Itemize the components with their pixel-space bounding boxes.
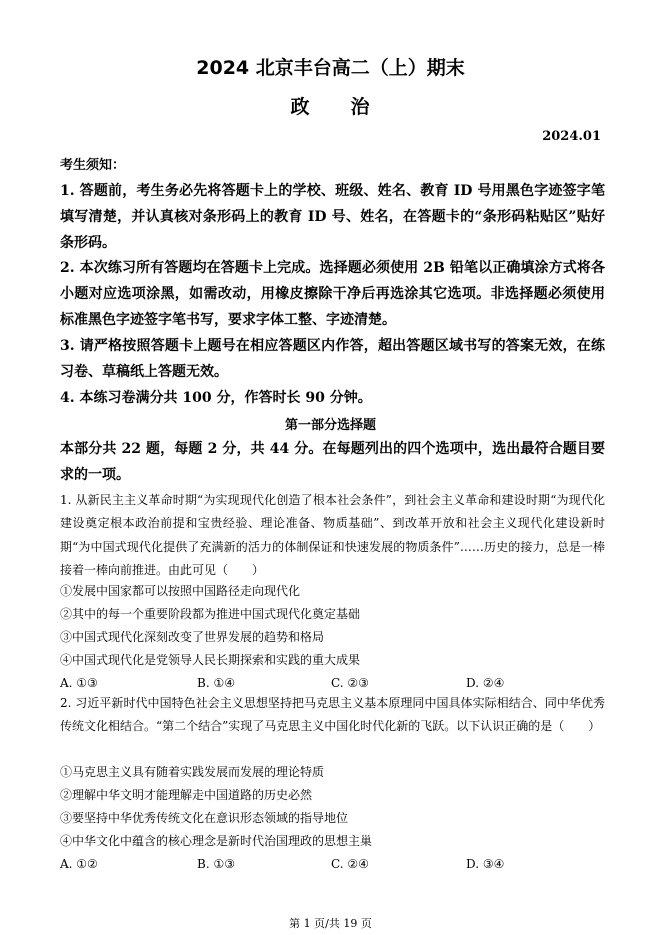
notice-item-4: 4. 本练习卷满分共 100 分，作答时长 90 分钟。 — [60, 390, 372, 406]
question-2-choices — [60, 854, 605, 874]
question-2-choice-a[interactable]: A. ①② — [60, 857, 98, 871]
question-1-item-4: ④中国式现代化是党领导人民长期探索和实践的重大成果 — [60, 653, 361, 667]
question-2-item-2: ②理解中华文明才能理解走中国道路的历史必然 — [60, 788, 313, 802]
part-title: 第一部分选择题 — [284, 418, 376, 433]
exam-title: 2024 北京丰台高二（上）期末 — [196, 57, 465, 79]
subject-char-2: 治 — [350, 96, 371, 118]
question-1-choices — [60, 673, 605, 693]
question-1-item-1: ①发展中国家都可以按照中国路径走向现代化 — [60, 584, 301, 598]
subject-char-1: 政 — [290, 96, 311, 118]
page-footer: 第 1 页/共 19 页 — [289, 917, 372, 930]
part-description: 本部分共 22 题，每题 2 分，共 44 分。在每题列出的四个选项中，选出最符合题目要求的一项。 — [60, 441, 605, 483]
question-1-item-2: ②其中的每一个重要阶段都为推进中国式现代化奠定基础 — [60, 607, 361, 621]
question-2-choice-d[interactable]: D. ③④ — [466, 857, 505, 871]
exam-subject — [0, 92, 661, 119]
question-2-choice-c[interactable]: C. ②④ — [331, 857, 369, 871]
question-2-choice-b[interactable]: B. ①③ — [197, 857, 235, 871]
question-2-stem: 2. 习近平新时代中国特色社会主义思想坚持把马克思主义基本原理同中国具体实际相结合、同中华优秀传统文化相结合。“第二个结合”实现了马克思主义中国化时代化新的飞跃。以下认识正确的是（ ） — [60, 696, 605, 734]
question-1-choice-b[interactable]: B. ①④ — [197, 676, 235, 690]
question-2-item-3: ③要坚持中华优秀传统文化在意识形态领域的指导地位 — [60, 811, 349, 825]
notice-item-3: 3. 请严格按照答题卡上题号在相应答题区内作答，超出答题区域书写的答案无效，在练习卷、草稿纸上答题无效。 — [60, 338, 605, 380]
exam-date: 2024.01 — [542, 129, 601, 144]
question-1-choice-c[interactable]: C. ②③ — [331, 676, 369, 690]
question-1-choice-d[interactable]: D. ②④ — [466, 676, 505, 690]
notice-heading: 考生须知： — [60, 158, 126, 173]
question-2-item-4: ④中华文化中蕴含的核心理念是新时代治国理政的思想主巢 — [60, 834, 373, 848]
notice-item-2: 2. 本次练习所有答题均在答题卡上完成。选择题必须使用 2B 铅笔以正确填涂方式将各小题对应选项涂黑，如需改动，用橡皮擦除干净后再选涂其它选项。非选择题必须使用标准黑色字迹签字笔书写，要求字体工整、字迹清楚。 — [60, 260, 605, 328]
question-1-choice-a[interactable]: A. ①③ — [60, 676, 98, 690]
question-2-item-1: ①马克思主义具有随着实践发展而发展的理论特质 — [60, 765, 325, 779]
question-1-stem: 1. 从新民主主义革命时期“为实现现代化创造了根本社会条件”，到社会主义革命和建设时期“为现代化建设奠定根本政治前提和宝贵经验、理论准备、物质基础”、到改革开放和社会主义现代化建设新时期“为中国式现代化提供了充满新的活力的体制保证和快速发展的物质条件”……历史的接力，总是一棒接着一棒向前推进。由此可见（ ） — [60, 493, 605, 577]
question-1-item-3: ③中国式现代化深刻改变了世界发展的趋势和格局 — [60, 630, 325, 644]
notice-item-1: 1. 答题前，考生务必先将答题卡上的学校、班级、姓名、教育 ID 号用黑色字迹签字笔填写清楚，并认真核对条形码上的教育 ID 号、姓名，在答题卡的“条形码粘贴区”贴好条形码。 — [60, 183, 605, 251]
